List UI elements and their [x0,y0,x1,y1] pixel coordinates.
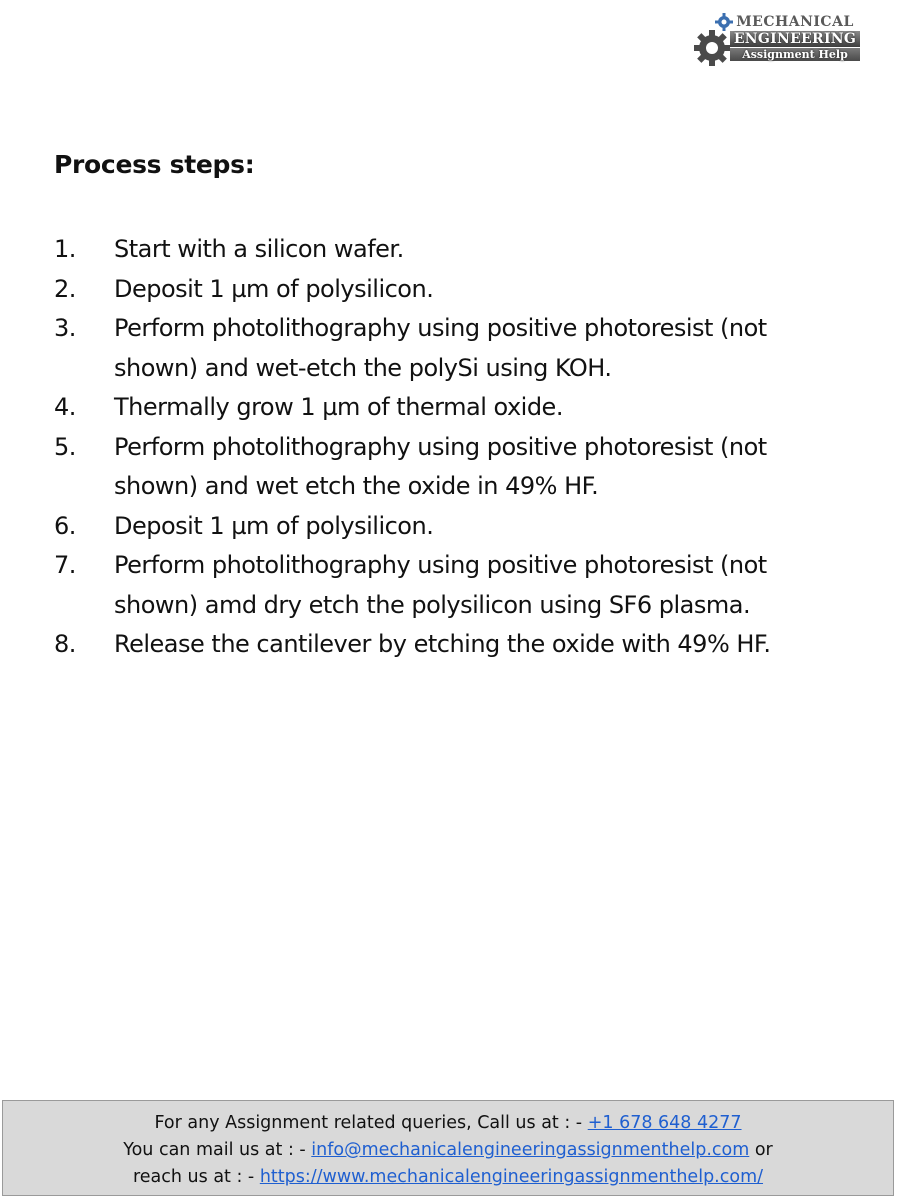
footer-web-prefix: reach us at : - [132,1167,260,1187]
step-number: 3. [54,314,76,342]
step-text: Perform photolithography using positive photoresist (not shown) amd dry etch the polysilicon using SF6 plasma. [114,551,767,619]
page-title: Process steps: [54,150,255,179]
logo-line-2: ENGINEERING [730,31,860,47]
contact-footer [2,1100,894,1196]
list-item [54,270,854,310]
process-steps-list [54,230,854,665]
footer-mail-prefix: You can mail us at : - [123,1140,312,1160]
step-number: 4. [54,393,76,421]
list-item [54,625,854,665]
step-text: Perform photolithography using positive photoresist (not shown) and wet-etch the polySi using KOH. [114,314,767,382]
step-text: Deposit 1 µm of polysilicon. [114,511,434,540]
list-item [54,309,854,388]
list-item [54,428,854,507]
step-number: 5. [54,432,76,461]
step-text: Deposit 1 µm of polysilicon. [114,274,434,303]
list-item [54,546,854,625]
step-number: 6. [54,511,76,540]
step-number: 8. [54,630,76,658]
step-text: Perform photolithography using positive photoresist (not shown) and wet etch the oxide in 49% HF. [114,432,767,500]
list-item [54,230,854,270]
brand-logo [690,10,860,72]
step-number: 1. [54,235,76,263]
step-number: 7. [54,551,76,579]
step-text: Release the cantilever by etching the oxide with 49% HF. [114,630,771,658]
email-link[interactable]: info@mechanicalengineeringassignmenthelp.com [311,1140,750,1160]
step-number: 2. [54,274,76,303]
gear-icon [692,28,732,68]
footer-mail-line [3,1137,893,1164]
website-link[interactable]: https://www.mechanicalengineeringassignmenthelp.com/ [259,1167,764,1187]
list-item [54,388,854,428]
logo-line-3: Assignment Help [730,48,860,61]
footer-call-prefix: For any Assignment related queries, Call us at : - [154,1113,588,1133]
logo-line-1: MECHANICAL [736,14,854,30]
footer-call-line [3,1110,893,1137]
list-item [54,507,854,547]
footer-web-line [3,1164,893,1191]
step-text: Start with a silicon wafer. [114,235,404,263]
footer-mail-suffix: or [749,1140,773,1160]
step-text: Thermally grow 1 µm of thermal oxide. [114,393,563,421]
logo-wordmark [730,14,860,62]
phone-link[interactable]: +1 678 648 4277 [587,1113,742,1133]
